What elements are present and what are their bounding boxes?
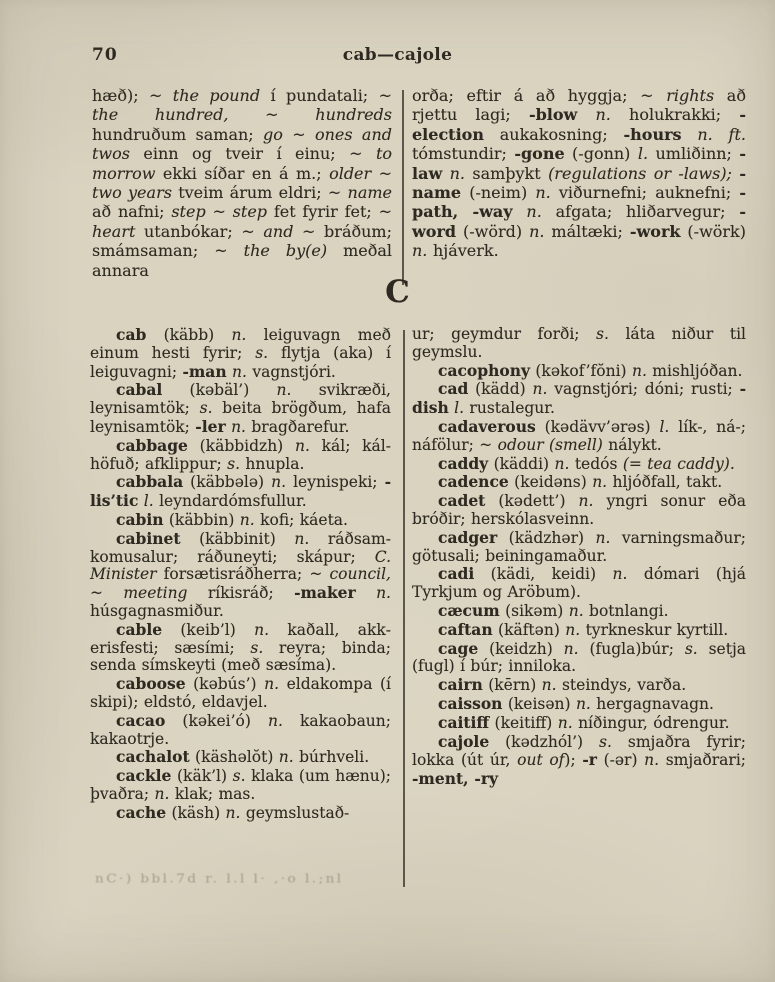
- entry-segment: (kəkei’ó): [165, 711, 268, 730]
- entry-segment: (-wörd): [456, 221, 530, 241]
- entry-segment: hljóðfall, takt.: [607, 473, 723, 492]
- entry-segment: C. Minister: [90, 547, 391, 584]
- entry-segment: smjaðrari;: [659, 751, 746, 770]
- entry-segment: meeting: [123, 584, 188, 603]
- entry-segment: húsgagnasmiður.: [90, 601, 224, 620]
- entry-segment: (keidəns): [508, 473, 593, 492]
- entry-cackle: [90, 767, 391, 804]
- entry-segment: ur; geymdur forði;: [412, 325, 597, 343]
- entry-cachalot: [90, 748, 391, 767]
- entry-cajole: [412, 733, 746, 789]
- entry-segment: að rjettu lagi;: [412, 86, 746, 125]
- entry-segment: afgata; hliðarvegur;: [541, 202, 740, 222]
- entry-segment: name: [347, 183, 392, 203]
- entry-segment: botnlangi.: [583, 601, 669, 620]
- entry-segment: older: [329, 163, 372, 183]
- entry-caitiff: [412, 714, 746, 733]
- entry-segment: -election: [412, 105, 746, 144]
- entry-segment: fet fyrir fet; ~: [267, 202, 392, 222]
- entry-segment: -gone: [514, 144, 565, 164]
- section-letter: C: [385, 274, 410, 310]
- entry-caisson: [412, 695, 746, 714]
- entry-cadger: [412, 529, 746, 566]
- entry-segment: vagnstjóri; dóni; rusti;: [547, 380, 740, 399]
- entry-segment: (-wörk): [680, 221, 746, 241]
- entry-segment: n.: [254, 620, 270, 639]
- entry-segment: n.: [231, 326, 247, 344]
- entry-segment: (fugla)búr;: [578, 639, 685, 658]
- entry-segment: ~: [228, 105, 316, 125]
- entry-segment: (käshəlŏt): [189, 748, 279, 767]
- entry-segment: cad: [438, 379, 469, 399]
- entry-segment: (keisən): [502, 694, 576, 713]
- entry-segment: out of: [517, 751, 565, 770]
- entry-segment: cadaverous: [438, 416, 536, 436]
- entry-segment: (kädd): [468, 380, 533, 399]
- entry-segment: n.: [631, 361, 647, 380]
- bleedthrough-text: nC·) bbl.7d r. l.l l· ,·o l.;nl: [95, 871, 344, 887]
- entry-segment: (keidzh): [478, 639, 564, 658]
- entry-segment: -lis’tic: [90, 472, 391, 511]
- entry-segment: caftan: [438, 619, 493, 639]
- entry-segment: n.: [232, 362, 247, 381]
- entry-segment: hergagnavagn.: [590, 694, 714, 713]
- entry-segment: ~: [90, 584, 124, 603]
- entry-by-continuation-2: [412, 86, 746, 261]
- entry-cache: [90, 804, 391, 823]
- entry-segment: viðurnefni; auknefni;: [550, 183, 740, 203]
- entry-segment: s.: [199, 399, 213, 418]
- entry-segment: (regulations or -laws);: [548, 163, 732, 183]
- entry-segment: s.: [250, 638, 264, 657]
- entry-segment: bragðarefur.: [245, 417, 350, 436]
- entry-segment: cachalot: [116, 747, 190, 767]
- entry-segment: cadet: [438, 491, 486, 511]
- entry-segment: hundruðum saman;: [92, 124, 264, 144]
- entry-segment: ~: [282, 124, 315, 144]
- entry-segment: cacophony: [438, 360, 530, 380]
- entry-segment: (kəbäl’): [162, 381, 277, 400]
- entry-cable: [90, 621, 391, 675]
- entry-segment: búrhveli.: [293, 748, 370, 767]
- entry-segment: n. ft.: [697, 124, 746, 144]
- entry-segment: n.: [231, 417, 246, 436]
- entry-segment: reyra; binda; senda símskeyti (með sæsíma).: [90, 638, 391, 675]
- entry-segment: lík-, ná-; náfölur; ~: [412, 417, 746, 454]
- entry-segment: (käsh): [166, 803, 226, 822]
- entry-segment: kaðall, akkerisfesti; sæsími;: [90, 620, 391, 657]
- entry-segment: (-ər): [596, 751, 645, 770]
- entry-segment: holukrakki;: [610, 105, 740, 125]
- entry-caddy: [412, 455, 746, 474]
- entry-segment: -path, -way: [412, 183, 746, 222]
- entry-segment: (kērn): [482, 676, 542, 695]
- entry-cadaverous: [412, 418, 746, 455]
- entry-segment: n.: [563, 639, 579, 658]
- entry-segment: cabbage: [116, 435, 188, 455]
- entry-segment: n.: [535, 183, 551, 203]
- main-right-column: [412, 326, 746, 789]
- entry-segment: -ment, -ry: [412, 769, 498, 789]
- entry-segment: hæð); ~: [92, 86, 173, 105]
- entry-segment: í pundatali; ~: [260, 86, 392, 105]
- entry-segment: leyndardómsfullur.: [153, 492, 307, 511]
- entry-segment: ~ bráðum; smámsaman; ~: [92, 221, 392, 261]
- entry-segment: steindys, varða.: [556, 676, 687, 695]
- entry-segment: n.: [154, 784, 170, 803]
- entry-segment: -maker: [294, 583, 356, 603]
- entry-segment: n.: [578, 492, 594, 511]
- entry-segment: nálykt.: [602, 435, 662, 454]
- entry-segment: n.: [532, 380, 548, 399]
- entry-segment: l.: [454, 399, 465, 418]
- entry-segment: s.: [599, 732, 612, 751]
- entry-segment: s.: [227, 454, 241, 473]
- top-left-column: [92, 86, 392, 280]
- entry-segment: l.: [659, 417, 670, 436]
- entry-segment: the by(e): [243, 241, 328, 261]
- entry-segment: leynispeki;: [286, 473, 385, 492]
- entry-segment: einn og tveir í einu; ~: [129, 144, 376, 164]
- entry-segment: );: [564, 751, 583, 770]
- entry-segment: (-gonn): [564, 144, 638, 164]
- entry-segment: hundreds: [315, 105, 393, 125]
- entry-segment: cajole: [438, 731, 490, 751]
- entry-segment: kofi; káeta.: [254, 510, 348, 529]
- entry-segment: (kädzhər): [497, 528, 596, 547]
- entry-segment: vagnstjóri.: [246, 362, 336, 381]
- entry-segment: forsætisráðherra; ~: [156, 565, 330, 584]
- entry-segment: (kədzhól’): [489, 732, 600, 751]
- entry-segment: (käk’l): [171, 767, 233, 786]
- entry-cacao: [90, 712, 391, 749]
- entry-segment: caboose: [116, 674, 186, 694]
- entry-cabbage: [90, 437, 391, 474]
- entry-segment: tómstundir;: [412, 144, 515, 164]
- column-divider-main: [403, 330, 405, 887]
- entry-segment: -ler: [195, 416, 226, 436]
- entry-segment: l.: [637, 144, 649, 164]
- entry-segment: cæcum: [438, 600, 500, 620]
- entry-segment: rights: [666, 86, 715, 105]
- entry-cab: [90, 326, 391, 381]
- entry-segment: cable: [116, 619, 163, 639]
- entry-segment: n.: [278, 748, 294, 767]
- entry-segment: n.: [644, 751, 660, 770]
- entry-segment: cadi: [438, 564, 475, 584]
- entry-segment: n.: [449, 163, 465, 183]
- entry-segment: hjáverk.: [427, 241, 499, 261]
- entry-segment: umliðinn;: [648, 144, 740, 164]
- entry-segment: (kädi, keidi): [474, 565, 613, 584]
- main-left-column: [90, 326, 391, 823]
- entry-segment: step: [171, 202, 206, 222]
- entry-segment: council,: [329, 565, 391, 584]
- entry-segment: n.: [264, 675, 280, 694]
- entry-segment: n.: [225, 803, 241, 822]
- entry-segment: láta niður til geymslu.: [412, 325, 746, 361]
- entry-segment: cairn: [438, 675, 483, 695]
- entry-segment: (kədävv’ərəs): [535, 417, 660, 436]
- entry-segment: n.: [612, 565, 628, 584]
- entry-segment: caddy: [438, 453, 489, 473]
- entry-segment: (kədett’): [485, 492, 579, 511]
- entry-segment: ráðsamkomusalur; ráðuneyti; skápur;: [90, 529, 391, 566]
- entry-segment: cacao: [116, 710, 166, 730]
- entry-segment: (käbbinit): [180, 529, 295, 548]
- entry-segment: s.: [232, 767, 246, 786]
- entry-segment: (-neim): [461, 183, 536, 203]
- entry-segment: meðal annara: [92, 241, 392, 280]
- entry-segment: n.: [276, 381, 292, 400]
- entry-segment: n.: [294, 529, 310, 548]
- entry-segment: yngri sonur eða bróðir; herskólasveinn.: [412, 492, 746, 528]
- entry-cage: [412, 640, 746, 677]
- entry-segment: n.: [239, 510, 255, 529]
- entry-caboose: [90, 675, 391, 712]
- entry-cadence: [412, 473, 746, 492]
- entry-segment: n.: [541, 676, 557, 695]
- entry-segment: ríkisráð;: [187, 584, 295, 603]
- entry-segment: að nafni;: [92, 202, 172, 222]
- entry-segment: dómari (hjá Tyrkjum og Aröbum).: [412, 565, 746, 602]
- top-right-column: [412, 86, 746, 261]
- entry-segment: rustalegur.: [464, 399, 555, 418]
- page-number: 70: [92, 45, 118, 65]
- entry-segment: n.: [271, 473, 287, 492]
- entry-segment: the pound: [172, 86, 261, 105]
- entry-segment: [442, 164, 449, 183]
- entry-segment: máltæki;: [544, 221, 630, 241]
- entry-segment: [682, 125, 698, 144]
- entry-segment: hnupla.: [240, 454, 305, 473]
- entry-segment: ekki síðar en á m.;: [155, 163, 330, 183]
- entry-segment: orða; eftir á að hyggja; ~: [412, 86, 667, 105]
- entry-segment: (käbbələ): [183, 473, 272, 492]
- entry-segment: n.: [554, 454, 570, 473]
- entry-segment: ~: [205, 202, 233, 222]
- entry-segment: n.: [557, 713, 573, 732]
- entry-segment: -law: [412, 144, 747, 183]
- entry-segment: caitiff: [438, 712, 490, 732]
- entry-segment: (sikəm): [499, 601, 569, 620]
- entry-cadi: [412, 565, 746, 602]
- entry-segment: (kəbús’): [185, 675, 265, 694]
- entry-segment: [513, 202, 527, 221]
- entry-segment: cackle: [116, 766, 172, 786]
- entry-segment: ones and twos: [92, 124, 392, 164]
- entry-segment: n.: [376, 584, 391, 603]
- entry-segment: (kəkof’fŏni): [529, 361, 632, 380]
- entry-segment: leiguvagn með einum hesti fyrir;: [90, 326, 391, 362]
- entry-segment: n.: [575, 694, 591, 713]
- entry-segment: the hundred,: [92, 105, 229, 125]
- entry-cacophony: [412, 362, 746, 381]
- entry-segment: n.: [294, 436, 310, 455]
- entry-segment: mishljóðan.: [646, 361, 743, 380]
- entry-segment: [356, 584, 376, 602]
- entry-segment: to morrow: [92, 144, 392, 183]
- entry-cad: [412, 380, 746, 418]
- entry-segment: (käftən): [492, 620, 566, 639]
- entry-cadet: [412, 492, 746, 529]
- entry-segment: -r: [582, 750, 597, 770]
- entry-segment: smjaðra fyrir; lokka (út úr,: [412, 732, 746, 770]
- entry-segment: kakaobaun; kakaotrje.: [90, 711, 391, 748]
- entry-segment: cadger: [438, 527, 498, 547]
- entry-segment: -work: [629, 221, 681, 241]
- entry-segment: -dish: [412, 379, 746, 418]
- entry-segment: n.: [568, 601, 584, 620]
- entry-caftan: [412, 621, 746, 640]
- entry-segment: caisson: [438, 693, 503, 713]
- entry-segment: n.: [412, 241, 428, 261]
- entry-segment: (käbb): [146, 326, 232, 344]
- entry-segment: n.: [529, 221, 545, 241]
- entry-segment: klak; mas.: [169, 784, 256, 803]
- entry-segment: cage: [438, 638, 479, 658]
- entry-segment: beita brögðum, hafa leynisamtök;: [90, 399, 391, 436]
- entry-segment: geymslustað-: [240, 803, 350, 822]
- entry-cabal: [90, 381, 391, 436]
- entry-segment: two years: [92, 183, 172, 203]
- entry-segment: step: [232, 202, 268, 222]
- entry-segment: -name: [412, 163, 746, 203]
- entry-segment: (keitiff): [489, 713, 558, 732]
- running-head: cab—cajole: [342, 45, 453, 65]
- entry-segment: (= tea caddy).: [622, 454, 735, 473]
- entry-segment: n.: [595, 105, 611, 125]
- entry-segment: (keib’l): [162, 620, 255, 639]
- entry-segment: heart: [92, 221, 136, 241]
- entry-segment: n.: [592, 473, 608, 492]
- entry-segment: n.: [526, 202, 542, 222]
- column-divider-top: [402, 90, 404, 285]
- entry-segment: cabin: [116, 509, 164, 529]
- entry-segment: and: [263, 221, 294, 241]
- entry-cache-continuation: [412, 326, 746, 362]
- entry-cabbala: [90, 473, 391, 511]
- entry-segment: go: [263, 124, 283, 144]
- entry-segment: -man: [182, 361, 227, 381]
- entry-cairn: [412, 676, 746, 695]
- entry-segment: setja (fugl) í búr; inniloka.: [412, 639, 746, 676]
- entry-segment: [577, 105, 595, 124]
- entry-segment: -blow: [528, 105, 578, 125]
- entry-segment: samþykt: [464, 163, 549, 183]
- entry-segment: n.: [565, 620, 581, 639]
- entry-segment: cabal: [116, 380, 163, 400]
- entry-segment: n.: [268, 711, 283, 730]
- entry-segment: (käbbidzh): [187, 436, 295, 455]
- entry-cabinet: [90, 530, 391, 621]
- entry-segment: ~: [371, 163, 392, 183]
- entry-segment: varningsmaður; götusali; beiningamaður.: [412, 528, 746, 565]
- entry-segment: -word: [412, 202, 746, 241]
- entry-segment: l.: [143, 492, 154, 511]
- entry-segment: aukakosning;: [483, 124, 624, 144]
- entry-segment: cache: [116, 802, 167, 822]
- entry-segment: kál; kálhöfuð; afklippur;: [90, 436, 391, 473]
- entry-caecum: [412, 602, 746, 621]
- entry-segment: flytja (aka) í leiguvagni;: [90, 343, 391, 381]
- entry-segment: cab: [116, 325, 147, 344]
- entry-segment: tyrkneskur kyrtill.: [580, 620, 729, 639]
- entry-segment: klaka (um hænu); þvaðra;: [90, 767, 391, 803]
- entry-cabin: [90, 511, 391, 530]
- entry-segment: níðingur, ódrengur.: [572, 713, 730, 732]
- entry-segment: s.: [255, 343, 269, 362]
- entry-segment: tveim árum eldri; ~: [171, 183, 348, 203]
- entry-segment: s.: [596, 325, 609, 343]
- entry-segment: svikræði, leynisamtök;: [90, 381, 391, 418]
- entry-segment: utanbókar; ~: [135, 221, 264, 241]
- entry-segment: n.: [595, 528, 611, 547]
- entry-segment: (käddi): [488, 454, 555, 473]
- entry-segment: s.: [684, 639, 698, 658]
- entry-segment: cabinet: [116, 528, 181, 548]
- entry-segment: cadence: [438, 472, 509, 492]
- entry-segment: eldakompa (í skipi); eldstó, eldavjel.: [90, 675, 392, 711]
- entry-segment: -hours: [623, 124, 682, 144]
- entry-segment: (käbbin): [163, 510, 240, 529]
- entry-by-continuation: [92, 86, 392, 280]
- entry-segment: tedós: [569, 454, 623, 473]
- entry-segment: odour (smell): [497, 435, 603, 454]
- entry-segment: cabbala: [116, 472, 184, 492]
